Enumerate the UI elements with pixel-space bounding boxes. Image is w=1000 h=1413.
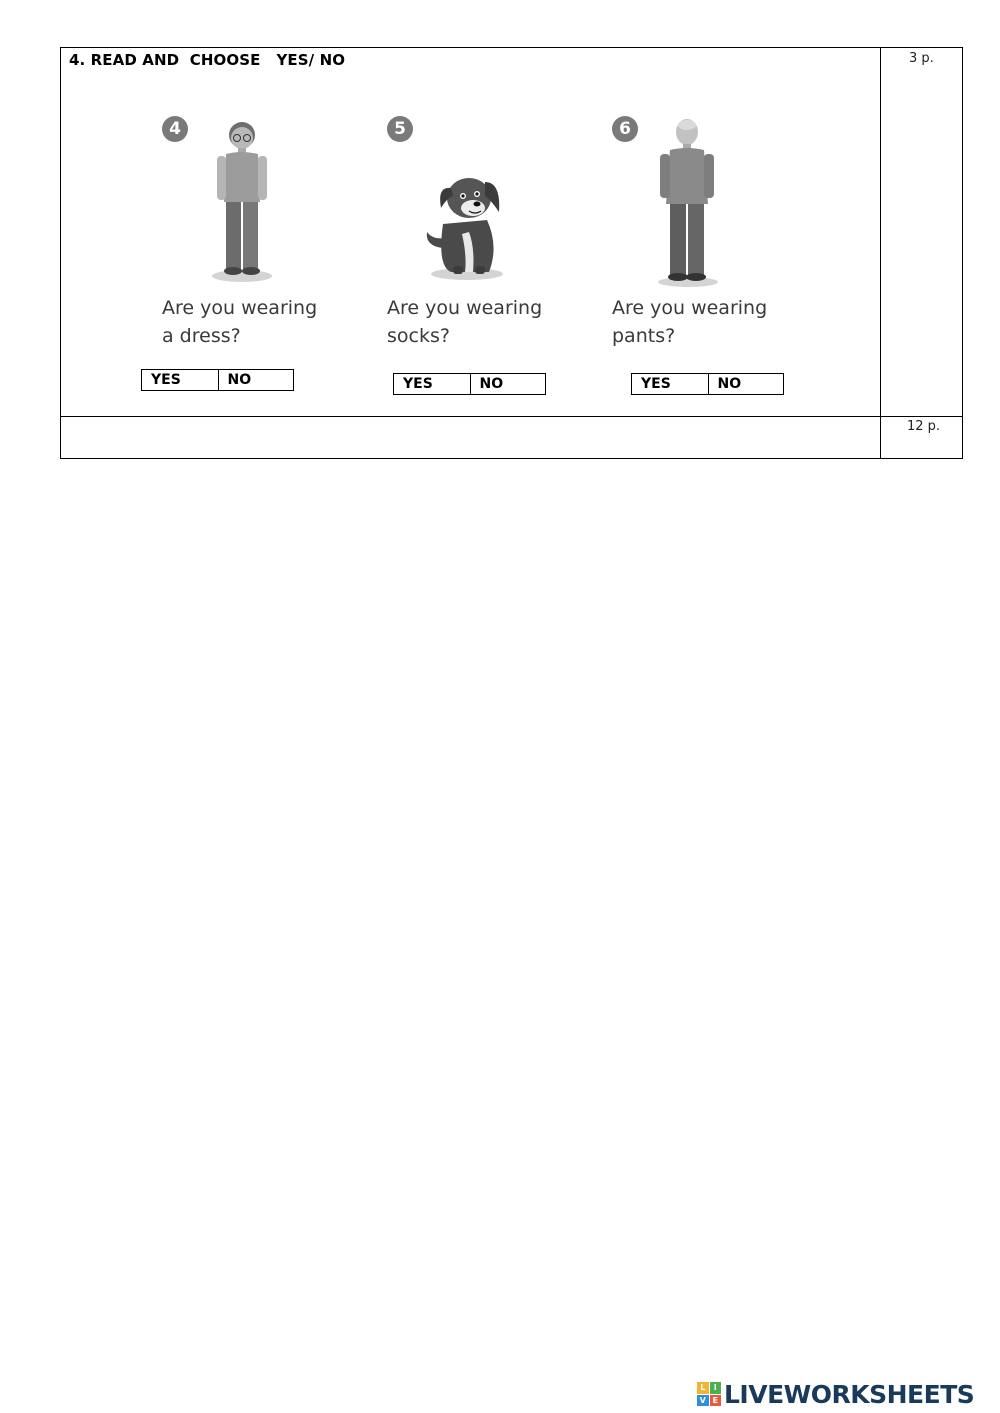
item-number-badge: 6 — [612, 116, 638, 142]
liveworksheets-brand — [697, 1378, 974, 1410]
row-divider — [61, 416, 962, 417]
dog-icon — [407, 116, 527, 291]
yes-no-choice-4 — [141, 369, 294, 391]
column-divider — [880, 48, 881, 458]
question-item-6 — [612, 116, 812, 406]
no-option[interactable]: NO — [218, 370, 294, 390]
points-label-total: 12 p. — [907, 419, 941, 434]
question-item-4 — [162, 116, 362, 406]
question-text: Are you wearing pants? — [612, 297, 768, 347]
old-man-icon — [632, 116, 752, 291]
item-number-badge: 5 — [387, 116, 413, 142]
question-text: Are you wearing a dress? — [162, 297, 318, 347]
yes-option[interactable]: YES — [641, 376, 671, 392]
exercise-title: 4. READ AND CHOOSE YES/ NO — [69, 51, 346, 69]
exercise-table — [60, 47, 963, 459]
brand-name: LIVEWORKSHEETS — [724, 1379, 975, 1409]
item-number-badge: 4 — [162, 116, 188, 142]
question-text: Are you wearing socks? — [387, 297, 543, 347]
no-option[interactable]: NO — [708, 374, 784, 394]
boy-with-glasses-icon — [182, 116, 302, 291]
yes-option[interactable]: YES — [403, 376, 433, 392]
question-item-5 — [387, 116, 587, 406]
points-label-top: 3 p. — [909, 51, 934, 66]
yes-option[interactable]: YES — [151, 372, 181, 388]
liveworksheets-logo-icon: L I V E — [697, 1382, 721, 1406]
yes-no-choice-5 — [393, 373, 546, 395]
no-option[interactable]: NO — [470, 374, 546, 394]
yes-no-choice-6 — [631, 373, 784, 395]
